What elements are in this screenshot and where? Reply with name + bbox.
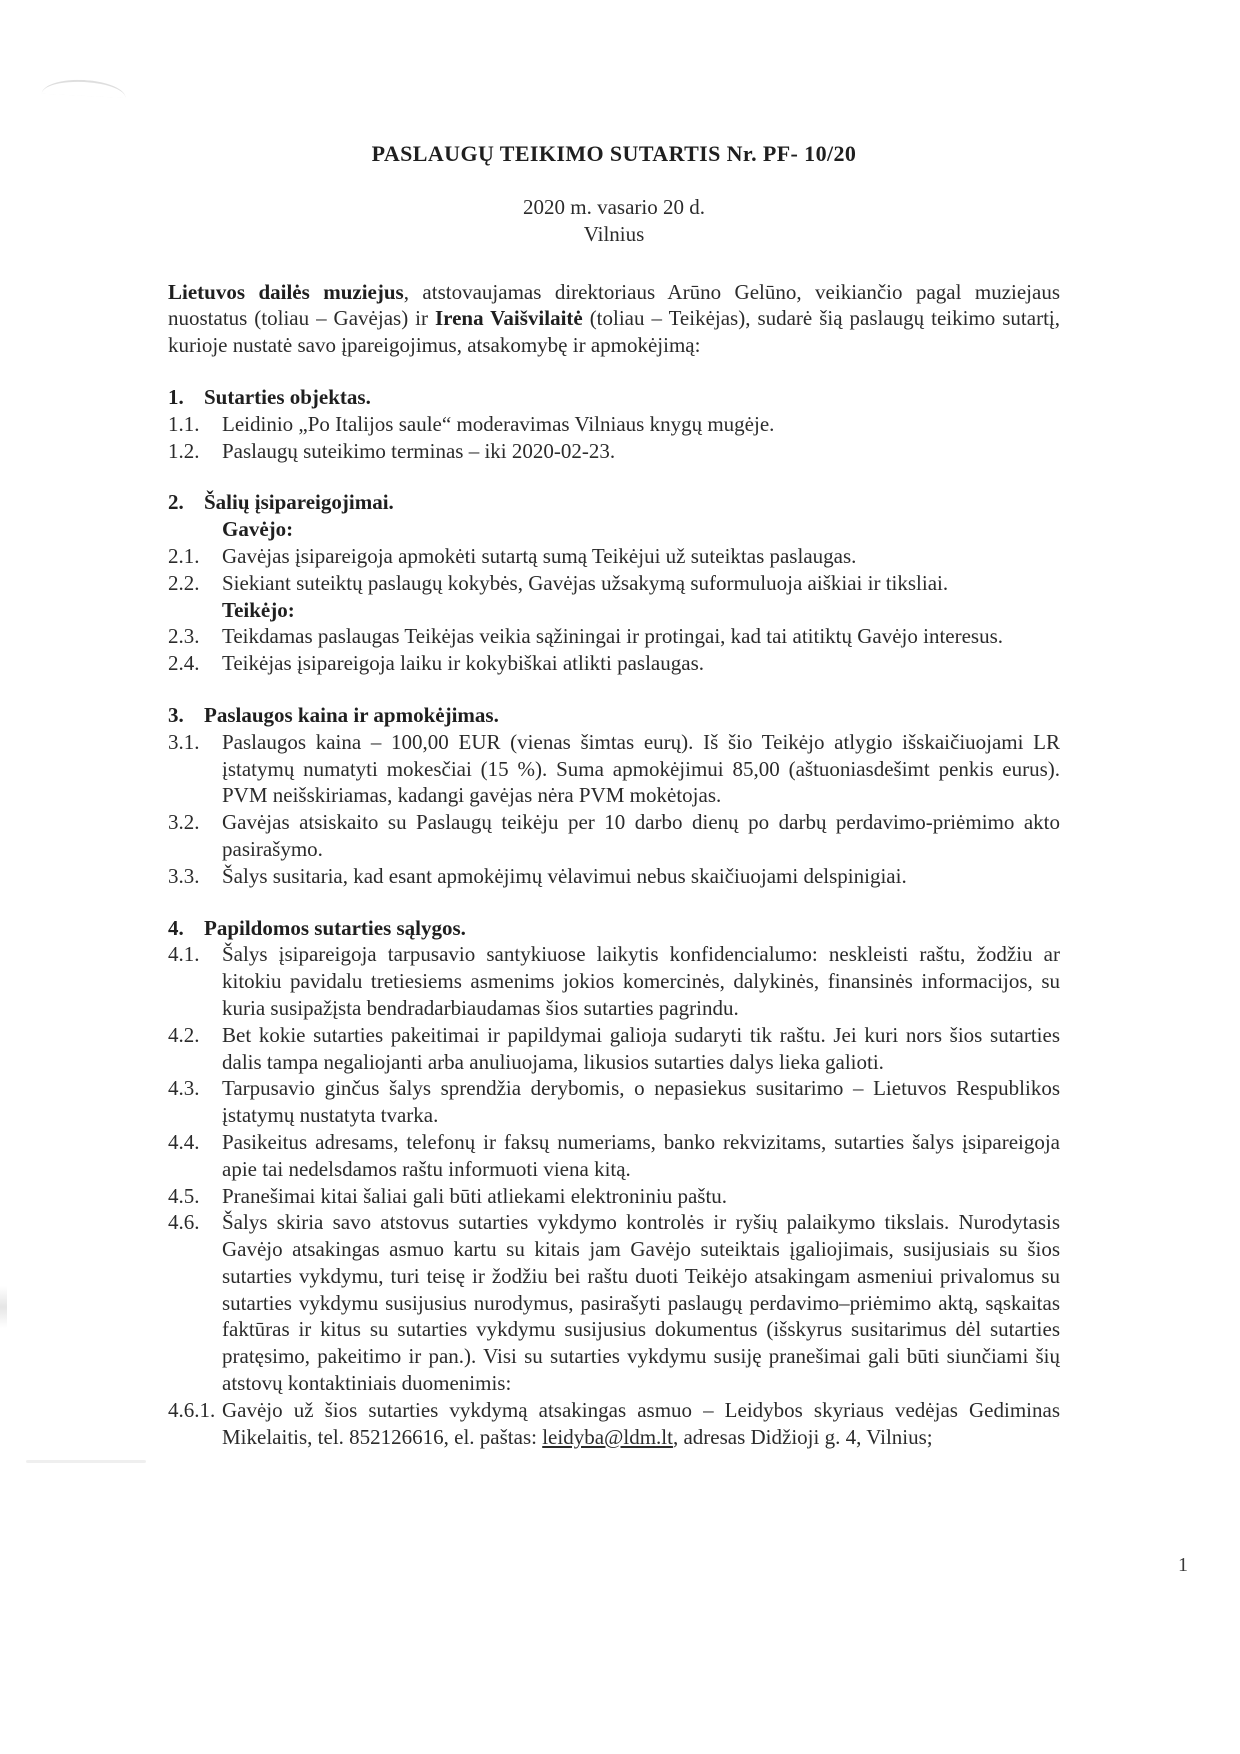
clause-text: Teikdamas paslaugas Teikėjas veikia sąžiningai ir protingai, kad tai atitiktų Gavėjo interesus. (222, 624, 1004, 649)
section-1 (168, 384, 1060, 464)
section-number: 1. (168, 384, 184, 409)
clause-4-4 (168, 1129, 1060, 1183)
clause-text (222, 1397, 1060, 1451)
clause-number: 2.2. (168, 570, 200, 595)
preamble-text-1: , atstovaujamas direktoriaus Arūno Gelūno, veikiančio pagal muziejaus nuostatus (toliau – Gavėjas) ir (168, 279, 1061, 331)
clause-text-before-email: Gavėjo už šios sutarties vykdymą atsakingas asmuo – Leidybos skyriaus vedėjas Gediminas Mikelaitis, tel. 852126616, el. paštas: (222, 1397, 1060, 1449)
clause-text: Šalys susitaria, kad esant apmokėjimų vėlavimui nebus skaičiuojami delspinigiai. (222, 863, 907, 888)
clause-4-1 (168, 941, 1060, 1021)
clause-2-2 (168, 570, 1060, 597)
clause-number: 3.3. (168, 863, 200, 888)
clause-3-3 (168, 863, 1060, 890)
clause-text: Gavėjas atsiskaito su Paslaugų teikėju per 10 darbo dienų po darbų perdavimo-priėmimo akto pasirašymo. (222, 810, 1060, 861)
section-title: Šalių įsipareigojimai. (204, 490, 394, 515)
clause-4-5 (168, 1183, 1060, 1210)
scan-artifact (42, 78, 127, 98)
clause-2-4 (168, 650, 1060, 677)
clause-number: 4.1. (168, 942, 200, 967)
clause-number: 1.1. (168, 411, 200, 436)
clause-number: 4.4. (168, 1129, 200, 1154)
place-line: Vilnius (583, 221, 645, 246)
preamble-text-2: (toliau – Teikėjas), sudarė šią paslaugų teikimo sutartį, kurioje nustatė savo įpareigojimus, atsakomybę ir apmokėjimą: (168, 306, 1060, 358)
clause-1-1 (168, 411, 1060, 438)
party-label-gavejo: Gavėjo: (222, 517, 294, 542)
section-2-heading (168, 489, 1060, 516)
clause-1-2 (168, 438, 1060, 465)
clause-number: 4.5. (168, 1183, 200, 1208)
section-2 (168, 489, 1060, 677)
clause-number: 2.4. (168, 651, 200, 676)
party-label-teikejo: Teikėjo: (222, 597, 295, 622)
clause-number: 1.2. (168, 438, 200, 463)
clause-number: 4.3. (168, 1076, 200, 1101)
clause-text: Pranešimai kitai šaliai gali būti atliekami elektroniniu paštu. (222, 1183, 728, 1208)
document-title: PASLAUGŲ TEIKIMO SUTARTIS Nr. PF- 10/20 (371, 141, 857, 166)
party1-name: Lietuvos dailės muziejus (168, 279, 404, 304)
clause-4-6-1 (168, 1397, 1060, 1451)
clause-number: 2.3. (168, 624, 200, 649)
scan-artifact (0, 1286, 7, 1328)
clause-text: Bet kokie sutarties pakeitimai ir papildymai galioja sudaryti tik raštu. Jei kuri nors šios sutarties dalis tampa negaliojanti arba anuliuojama, likusios sutarties dalys lieka galioti. (222, 1022, 1060, 1074)
scan-artifact (26, 1460, 146, 1463)
clause-text: Gavėjas įsipareigoja apmokėti sutartą sumą Teikėjui už suteiktas paslaugas. (222, 543, 857, 568)
email-link[interactable]: leidyba@ldm.lt (542, 1424, 673, 1449)
clause-text: Šalys skiria savo atstovus sutarties vykdymo kontrolės ir ryšių palaikymo tikslais. Nurodytasis Gavėjo atsakingas asmuo kartu su kitais jam Gavėjo suteiktais įgaliojimais, susijusiais su šios sutarties vykdymu, turi teisę ir žodžiu bei raštu duoti Teikėjo atsakingam asmeniui privalomus su sutarties vykdymu susijusius nurodymus, pasirašyti paslaugų perdavimo–priėmimo aktą, sąskaitas faktūras ir kitus su sutarties vykdymu susijusius dokumentus (išskyrus susitarimus dėl sutarties pratęsimo, pakeitimo ir pan.). Visi su sutarties vykdymu susiję pranešimai gali būti siunčiami šių atstovų kontaktiniais duomenimis: (222, 1210, 1060, 1396)
clause-number: 4.2. (168, 1022, 200, 1047)
clause-text: Paslaugų suteikimo terminas – iki 2020-02-23. (222, 438, 616, 463)
clause-text: Šalys įsipareigoja tarpusavio santykiuose laikytis konfidencialumo: neskleisti raštu, žodžiu ar kitokiu pavidalu tretiesiems asmenims jokios komercinės, dalykinės, finansinės informacijos, su kuria susipažįsta bendradarbiaudamas šios sutarties pagrindu. (222, 942, 1060, 1020)
clause-3-2 (168, 809, 1060, 863)
clause-text: Siekiant suteiktų paslaugų kokybės, Gavėjas užsakymą suformuluoja aiškiai ir tiksliai. (222, 570, 949, 595)
section-4-heading (168, 915, 1060, 942)
clause-2-3 (168, 623, 1060, 650)
clause-2-1 (168, 543, 1060, 570)
date-line: 2020 m. vasario 20 d. (523, 195, 705, 219)
clause-number: 4.6. (168, 1210, 200, 1235)
section-1-heading (168, 384, 1060, 411)
section-title: Papildomos sutarties sąlygos. (204, 915, 466, 940)
party2-name: Irena Vaišvilaitė (434, 306, 583, 331)
clause-text-after-email: , adresas Didžioji g. 4, Vilnius; (672, 1424, 933, 1449)
clause-text: Tarpusavio ginčus šalys sprendžia derybomis, o nepasiekus susitarimo – Lietuvos Respublikos įstatymų nustatyta tvarka. (222, 1076, 1060, 1128)
clause-4-2 (168, 1022, 1060, 1076)
section-number: 4. (168, 915, 184, 940)
clause-text: Paslaugos kaina – 100,00 EUR (vienas šimtas eurų). Iš šio Teikėjo atlygio išskaičiuojami LR įstatymų numatyti mokesčiai (15 %). Suma apmokėjimui 85,00 (aštuoniasdešimt penkis eurus). PVM neišskiriamas, kadangi gavėjas nėra PVM mokėtojas. (222, 729, 1060, 808)
section-4 (168, 915, 1060, 1451)
preamble-paragraph (168, 279, 1060, 359)
date-place-block (168, 194, 1060, 248)
section-3-heading (168, 702, 1060, 729)
section-3 (168, 702, 1060, 890)
clause-3-1 (168, 729, 1060, 809)
clause-text: Pasikeitus adresams, telefonų ir faksų numeriams, banko rekvizitams, sutarties šalys įsipareigoja apie tai nedelsdamos raštu informuoti viena kitą. (222, 1129, 1060, 1181)
clause-number: 2.1. (168, 543, 200, 568)
section-title: Sutarties objektas. (204, 384, 371, 409)
section-number: 3. (168, 702, 184, 727)
page-number: 1 (1178, 1554, 1188, 1576)
section-number: 2. (168, 490, 184, 515)
document-body (168, 140, 1060, 1450)
clause-text: Teikėjas įsipareigoja laiku ir kokybiškai atlikti paslaugas. (222, 651, 704, 676)
clause-text: Leidinio „Po Italijos saule“ moderavimas Vilniaus knygų mugėje. (222, 411, 775, 436)
clause-4-3 (168, 1075, 1060, 1129)
clause-number: 4.6.1. (168, 1397, 216, 1422)
clause-number: 3.1. (168, 729, 200, 754)
clause-4-6 (168, 1209, 1060, 1397)
clause-number: 3.2. (168, 810, 200, 835)
section-title: Paslaugos kaina ir apmokėjimas. (204, 702, 499, 727)
